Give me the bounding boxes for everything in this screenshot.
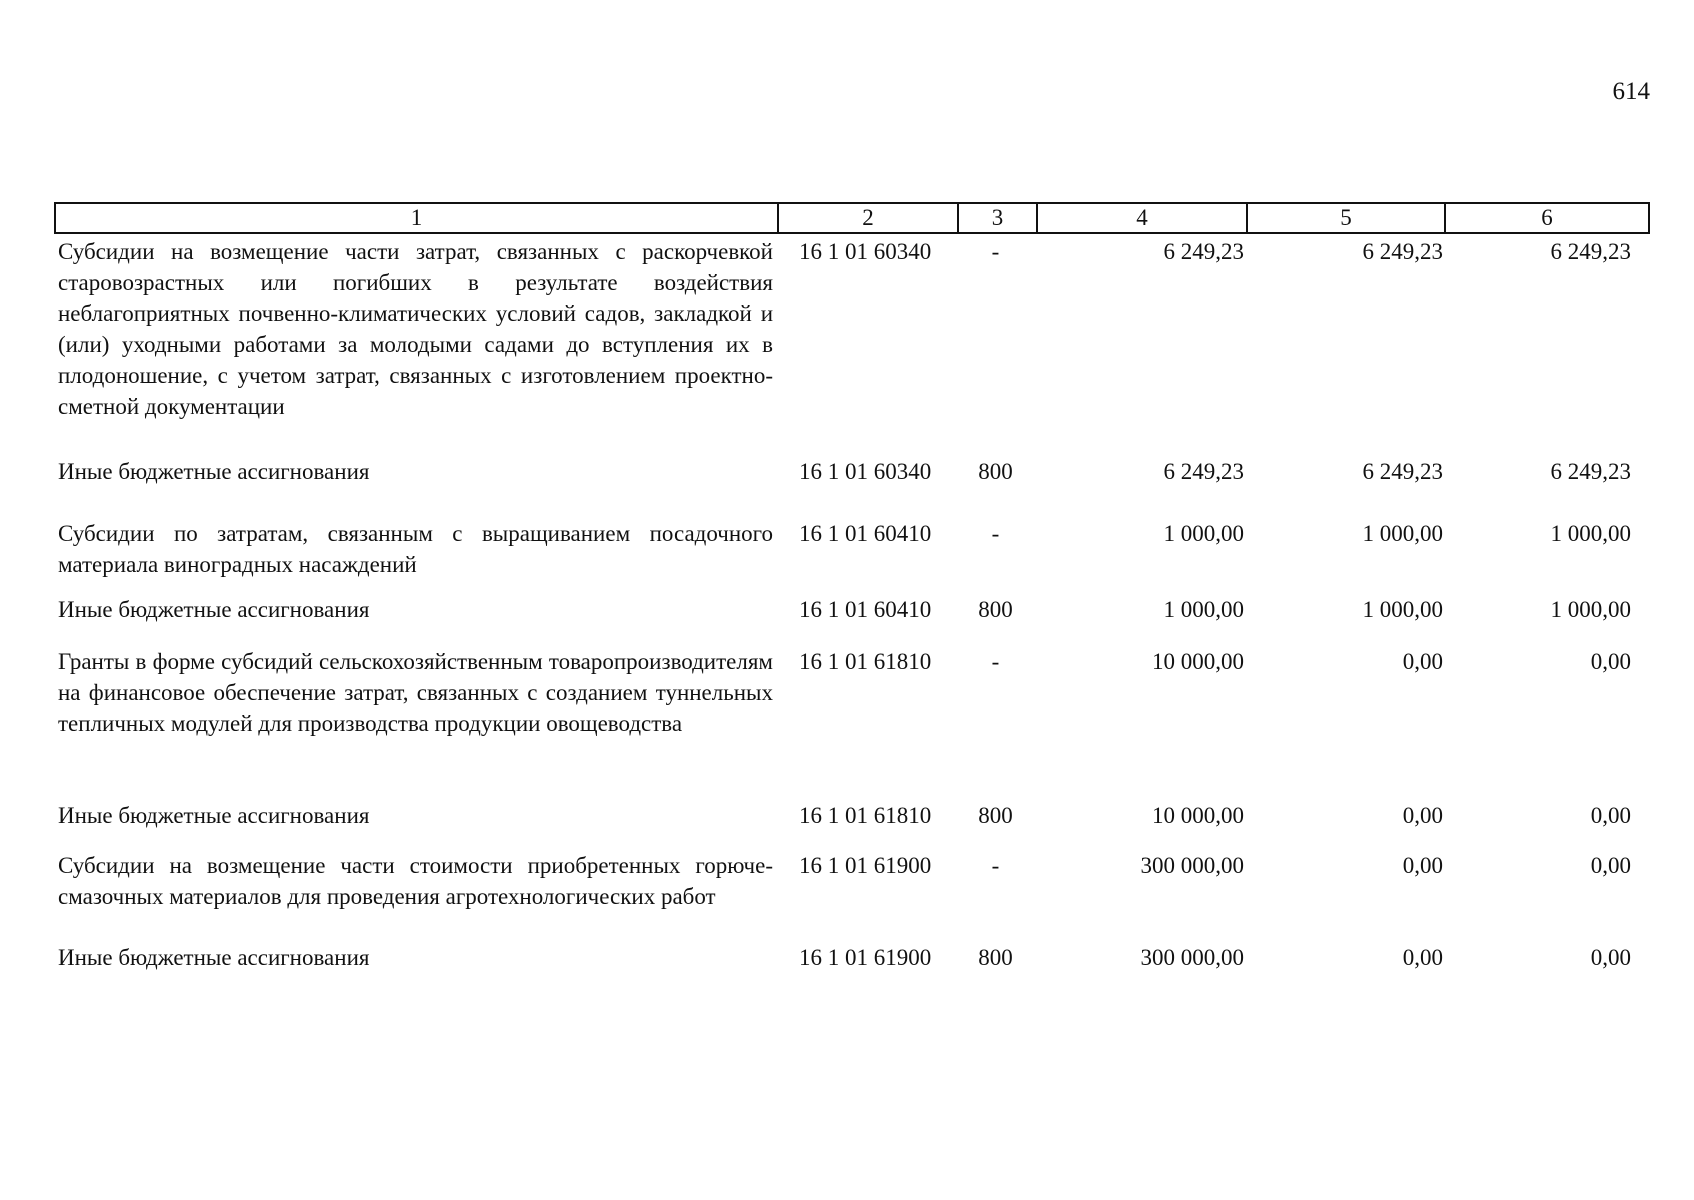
row-code: 16 1 01 60340 [799, 459, 932, 484]
row-code: 16 1 01 60410 [799, 521, 932, 546]
header-col-6: 6 [1445, 203, 1649, 233]
table-row [55, 594, 1649, 646]
row-value-5: 0,00 [1402, 945, 1443, 970]
row-value-5: 0,00 [1402, 649, 1443, 674]
row-value-6: 0,00 [1590, 853, 1631, 878]
row-name: Субсидии на возмещение части затрат, связанных с раскорчевкой старовозрастных или погибших в результате воздействия неблагоприятных почвенно-климатических условий садов, закладкой и (или) уходными работами за молодыми садами до вступления их в плодоношение, с учетом затрат, связанных с изготовлением проектно-сметной документации [58, 239, 773, 419]
row-kind: 800 [978, 597, 1013, 622]
header-col-5: 5 [1247, 203, 1445, 233]
row-value-5: 0,00 [1402, 803, 1443, 828]
header-col-2: 2 [778, 203, 958, 233]
row-value-5: 1 000,00 [1362, 597, 1443, 622]
row-kind: 800 [978, 945, 1013, 970]
row-value-4: 6 249,23 [1163, 239, 1244, 264]
row-name: Субсидии по затратам, связанным с выращиванием посадочного материала виноградных насаждений [58, 521, 773, 577]
row-value-4: 1 000,00 [1163, 521, 1244, 546]
row-value-4: 1 000,00 [1163, 597, 1244, 622]
row-value-5: 1 000,00 [1362, 521, 1443, 546]
row-code: 16 1 01 61900 [799, 853, 932, 878]
table-row [55, 850, 1649, 942]
header-col-1: 1 [55, 203, 778, 233]
row-name: Иные бюджетные ассигнования [58, 459, 370, 484]
row-value-6: 0,00 [1590, 945, 1631, 970]
row-kind: 800 [978, 459, 1013, 484]
row-value-6: 6 249,23 [1550, 239, 1631, 264]
table-row [55, 942, 1649, 982]
header-row [55, 203, 1649, 233]
row-name: Субсидии на возмещение части стоимости приобретенных горюче-смазочных материалов для проведения агротехнологических работ [58, 853, 773, 909]
row-value-5: 6 249,23 [1362, 459, 1443, 484]
table-header [55, 203, 1649, 233]
row-name: Иные бюджетные ассигнования [58, 803, 370, 828]
row-code: 16 1 01 60340 [799, 239, 932, 264]
row-name: Иные бюджетные ассигнования [58, 945, 370, 970]
row-value-5: 0,00 [1402, 853, 1443, 878]
row-value-6: 6 249,23 [1550, 459, 1631, 484]
row-value-4: 300 000,00 [1140, 853, 1244, 878]
row-kind: - [991, 649, 1000, 674]
row-kind: - [991, 853, 1000, 878]
row-code: 16 1 01 61810 [799, 649, 932, 674]
table-row [55, 518, 1649, 594]
row-value-6: 0,00 [1590, 803, 1631, 828]
row-value-6: 0,00 [1590, 649, 1631, 674]
row-value-6: 1 000,00 [1550, 521, 1631, 546]
table-row [55, 456, 1649, 518]
row-code: 16 1 01 60410 [799, 597, 932, 622]
row-value-4: 6 249,23 [1163, 459, 1244, 484]
budget-table [54, 202, 1650, 982]
row-value-4: 10 000,00 [1152, 649, 1244, 674]
header-col-3: 3 [958, 203, 1037, 233]
table-row [55, 233, 1649, 456]
row-name: Иные бюджетные ассигнования [58, 597, 370, 622]
row-code: 16 1 01 61900 [799, 945, 932, 970]
table-body [55, 233, 1649, 982]
row-value-6: 1 000,00 [1550, 597, 1631, 622]
page-number: 614 [1612, 78, 1650, 105]
row-value-4: 300 000,00 [1140, 945, 1244, 970]
row-name: Гранты в форме субсидий сельскохозяйственным товаропроизводителям на финансовое обеспечение затрат, связанных с созданием туннельных тепличных модулей для производства продукции овощеводства [58, 649, 773, 736]
table-row [55, 800, 1649, 850]
table-row [55, 646, 1649, 800]
row-kind: 800 [978, 803, 1013, 828]
row-kind: - [991, 521, 1000, 546]
row-code: 16 1 01 61810 [799, 803, 932, 828]
header-col-4: 4 [1037, 203, 1247, 233]
row-value-5: 6 249,23 [1362, 239, 1443, 264]
row-value-4: 10 000,00 [1152, 803, 1244, 828]
row-kind: - [991, 239, 1000, 264]
